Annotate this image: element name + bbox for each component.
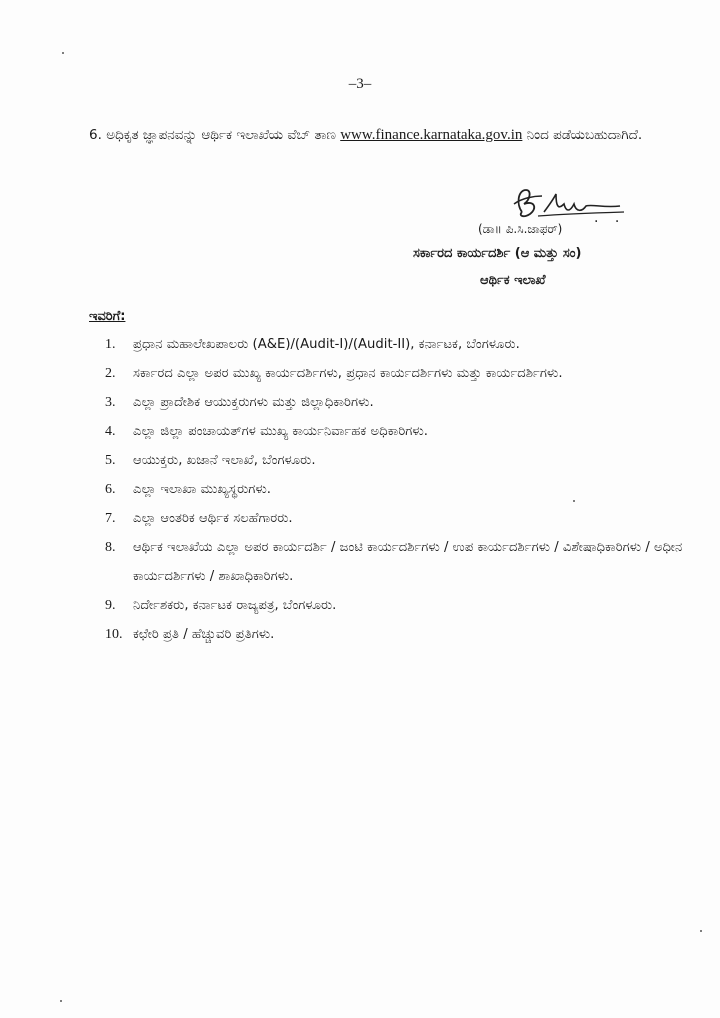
list-item xyxy=(105,417,685,446)
list-item-number: 2. xyxy=(105,366,116,381)
list-item xyxy=(105,330,685,359)
scan-speck xyxy=(700,930,702,932)
list-item xyxy=(105,446,685,475)
list-item-text: ಎಲ್ಲಾ ಜಿಲ್ಲಾ ಪಂಚಾಯತ್‌ಗಳ ಮುಖ್ಯ ಕಾರ್ಯನಿರ್ವಾಹಕ ಅಧಿಕಾರಿಗಳು. xyxy=(133,424,428,439)
list-item-text: ನಿರ್ದೇಶಕರು, ಕರ್ನಾಟಕ ರಾಜ್ಯಪತ್ರ, ಬೆಂಗಳೂರು. xyxy=(133,598,337,613)
list-item-number: 6. xyxy=(105,482,116,497)
recipients-list xyxy=(105,330,685,649)
finance-website-link[interactable]: www.finance.karnataka.gov.in xyxy=(340,127,523,143)
paragraph-number: 6. xyxy=(89,127,102,143)
list-item-number: 1. xyxy=(105,337,116,352)
paragraph-6 xyxy=(89,118,669,152)
list-item-number: 10. xyxy=(105,627,123,642)
list-item-text: ಎಲ್ಲಾ ಆಂತರಿಕ ಆರ್ಥಿಕ ಸಲಹೆಗಾರರು. xyxy=(133,511,293,526)
signature-dots: · · xyxy=(594,214,626,230)
list-item xyxy=(105,620,685,649)
list-item-number: 5. xyxy=(105,453,116,468)
scan-speck xyxy=(60,1000,62,1002)
list-item-number: 7. xyxy=(105,511,116,526)
list-item-text: ಎಲ್ಲಾ ಪ್ರಾದೇಶಿಕ ಆಯುಕ್ತರುಗಳು ಮತ್ತು ಜಿಲ್ಲಾಧಿಕಾರಿಗಳು. xyxy=(133,395,374,410)
list-item-text: ಪ್ರಧಾನ ಮಹಾಲೇಖಪಾಲರು (A&E)/(Audit-I)/(Audit-II), ಕರ್ನಾಟಕ, ಬೆಂಗಳೂರು. xyxy=(133,337,520,352)
page-number: –3– xyxy=(348,76,372,92)
signatory-name: (ಡಾ॥ ಪಿ.ಸಿ.ಜಾಫರ್) xyxy=(478,222,563,236)
list-item xyxy=(105,504,685,533)
list-item-text: ಕಛೇರಿ ಪ್ರತಿ / ಹೆಚ್ಚುವರಿ ಪ್ರತಿಗಳು. xyxy=(133,627,275,642)
list-item xyxy=(105,475,685,504)
paragraph-text-after-link: ನಿಂದ ಪಡೆಯಬಹುದಾಗಿದೆ. xyxy=(526,127,643,143)
list-item xyxy=(105,388,685,417)
recipients-label: ಇವರಿಗೆ: xyxy=(89,309,126,324)
list-item-text: ಆರ್ಥಿಕ ಇಲಾಖೆಯ ಎಲ್ಲಾ ಅಪರ ಕಾರ್ಯದರ್ಶಿ / ಜಂಟಿ ಕಾರ್ಯದರ್ಶಿಗಳು / ಉಪ ಕಾರ್ಯದರ್ಶಿಗಳು / ವಿಶೇಷಾಧಿಕಾರಿಗಳು / ಅಧೀನ ಕಾರ್ಯದರ್ಶಿಗಳು / ಶಾಖಾಧಿಕಾರಿಗಳು. xyxy=(133,540,683,584)
signatory-title: ಸರ್ಕಾರದ ಕಾರ್ಯದರ್ಶಿ (ಆ ಮತ್ತು ಸಂ) xyxy=(413,246,582,261)
scan-speck xyxy=(573,500,575,502)
list-item xyxy=(105,359,685,388)
list-item xyxy=(105,533,685,591)
list-item-number: 8. xyxy=(105,540,116,555)
paragraph-text-before-link: ಅಧಿಕೃತ ಜ್ಞಾಪನವನ್ನು ಆರ್ಥಿಕ ಇಲಾಖೆಯ ವೆಬ್ ತಾಣ xyxy=(106,127,336,143)
list-item xyxy=(105,591,685,620)
signatory-department: ಆರ್ಥಿಕ ಇಲಾಖೆ xyxy=(480,273,546,288)
list-item-number: 9. xyxy=(105,598,116,613)
list-item-text: ಆಯುಕ್ತರು, ಖಜಾನೆ ಇಲಾಖೆ, ಬೆಂಗಳೂರು. xyxy=(133,453,316,468)
list-item-number: 3. xyxy=(105,395,116,410)
list-item-text: ಸರ್ಕಾರದ ಎಲ್ಲಾ ಅಪರ ಮುಖ್ಯ ಕಾರ್ಯದರ್ಶಿಗಳು, ಪ್ರಧಾನ ಕಾರ್ಯದರ್ಶಿಗಳು ಮತ್ತು ಕಾರ್ಯದರ್ಶಿಗಳು. xyxy=(133,366,563,381)
scan-speck xyxy=(62,52,64,54)
list-item-text: ಎಲ್ಲಾ ಇಲಾಖಾ ಮುಖ್ಯಸ್ಥರುಗಳು. xyxy=(133,482,271,497)
list-item-number: 4. xyxy=(105,424,116,439)
